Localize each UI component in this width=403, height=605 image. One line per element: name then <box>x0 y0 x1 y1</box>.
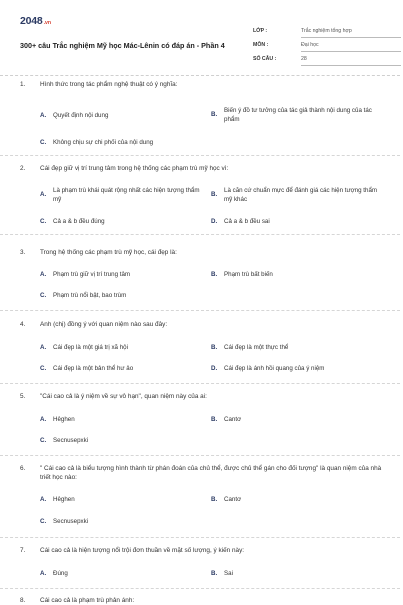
option-d[interactable] <box>211 364 382 373</box>
question-text: " Cái cao cả là biểu tượng hình thành từ phán đoán của chủ thể, được chủ thể gán cho đối tượng" là quan niệm của nhà triết học nào: <box>40 465 382 481</box>
question-separator <box>0 155 400 156</box>
meta-value-subject: Đại học <box>301 42 401 52</box>
question-number: 1. <box>20 81 26 88</box>
meta-label-class: LỚP : <box>253 28 268 34</box>
option-c[interactable] <box>40 291 240 300</box>
question-7 <box>20 546 382 577</box>
question-stem <box>20 80 382 89</box>
meta-row-subject <box>253 40 403 54</box>
option-d[interactable] <box>211 217 382 226</box>
option-letter: A. <box>40 271 47 278</box>
question-number: 2. <box>20 165 26 172</box>
option-letter: B. <box>211 416 218 423</box>
question-separator <box>0 383 400 384</box>
option-b[interactable] <box>211 106 382 124</box>
option-c[interactable] <box>40 517 200 526</box>
question-separator <box>0 310 400 311</box>
question-text: Cái cao cả là hiện tượng nổi trội đơn thuần về mặt số lượng, ý kiến này: <box>40 547 245 554</box>
option-letter: A. <box>40 344 47 351</box>
option-text: Cantơ <box>224 496 242 503</box>
option-letter: A. <box>40 570 47 577</box>
option-text: Là căn cứ chuẩn mực để đánh giá các hiện tượng thẩm mỹ khác <box>224 187 378 203</box>
option-text: Cái đẹp là ánh hồi quang của ý niệm <box>224 365 325 372</box>
option-b[interactable] <box>211 415 382 424</box>
question-separator <box>0 537 400 538</box>
question-number: 5. <box>20 393 26 400</box>
meta-value-count: 28 <box>301 56 401 66</box>
option-a[interactable] <box>40 343 200 352</box>
option-text: Cái đẹp là một thực thể <box>224 344 289 351</box>
option-letter: C. <box>40 218 47 225</box>
option-letter: C. <box>40 518 47 525</box>
option-b[interactable] <box>211 495 382 504</box>
option-letter: B. <box>211 191 218 198</box>
option-letter: A. <box>40 496 47 503</box>
option-text: Là phạm trù khái quát rộng nhất các hiện tượng thẩm mỹ <box>53 187 200 203</box>
option-text: Biến ý đồ tư tưởng của tác giả thành nội dung của tác phẩm <box>224 107 372 123</box>
question-text: "Cái cao cả là ý niệm về sự vô hạn", quan niệm này của ai: <box>40 393 207 400</box>
option-letter: C. <box>40 139 47 146</box>
question-separator <box>0 455 400 456</box>
option-text: Hêghen <box>53 416 75 423</box>
meta-label-subject: MÔN : <box>253 42 269 48</box>
option-letter: D. <box>211 218 218 225</box>
question-8 <box>20 596 382 605</box>
option-text: Cái đẹp là một bản thể hư ảo <box>53 365 134 372</box>
question-stem <box>20 320 382 329</box>
option-a[interactable] <box>40 415 200 424</box>
option-letter: C. <box>40 365 47 372</box>
question-number: 6. <box>20 465 26 472</box>
option-text: Phạm trù bất biến <box>224 271 273 278</box>
logo-suffix: .vn <box>43 20 51 26</box>
question-separator <box>0 588 400 589</box>
question-number: 7. <box>20 547 26 554</box>
meta-row-count <box>253 54 403 68</box>
option-a[interactable] <box>40 111 200 120</box>
site-logo[interactable] <box>20 15 51 27</box>
question-text: Cái cao cả là phạm trù phản ánh: <box>40 597 135 604</box>
option-a[interactable] <box>40 495 200 504</box>
option-c[interactable] <box>40 217 200 226</box>
option-letter: A. <box>40 416 47 423</box>
meta-value-class: Trắc nghiệm tổng hợp <box>301 28 401 38</box>
option-text: Cái đẹp là một giá trị xã hội <box>53 344 128 351</box>
question-number: 4. <box>20 321 26 328</box>
option-text: Hêghen <box>53 496 75 503</box>
option-text: Quyết định nội dung <box>53 112 109 119</box>
header-divider <box>0 75 400 76</box>
question-4 <box>20 320 382 372</box>
question-number: 3. <box>20 249 26 256</box>
option-text: Phạm trù giữ vị trí trung tâm <box>53 271 131 278</box>
option-c[interactable] <box>40 436 200 445</box>
question-text: Trong hệ thống các phạm trù mỹ học, cái đẹp là: <box>40 249 177 256</box>
option-text: Secnusepxki <box>53 518 89 525</box>
option-b[interactable] <box>211 569 382 578</box>
option-letter: A. <box>40 112 47 119</box>
option-text: Sai <box>224 570 233 577</box>
question-stem <box>20 392 382 401</box>
document-header <box>20 12 382 67</box>
option-a[interactable] <box>40 270 200 279</box>
option-text: Không chịu sự chi phối của nội dung <box>53 139 154 146</box>
option-letter: B. <box>211 496 218 503</box>
option-text: Secnusepxki <box>53 437 89 444</box>
option-b[interactable] <box>211 270 382 279</box>
option-letter: C. <box>40 292 47 299</box>
option-c[interactable] <box>40 138 340 147</box>
option-a[interactable] <box>40 186 205 204</box>
option-letter: B. <box>211 271 218 278</box>
question-text: Hình thức trong tác phẩm nghệ thuật có ý nghĩa: <box>40 81 178 88</box>
option-letter: A. <box>40 191 47 198</box>
option-letter: D. <box>211 365 218 372</box>
question-text: Anh (chị) đồng ý với quan niệm nào sau đây: <box>40 321 168 328</box>
question-number: 8. <box>20 597 26 604</box>
question-stem <box>20 546 382 555</box>
question-stem <box>20 596 382 605</box>
question-1 <box>20 80 382 146</box>
logo-text: 2048 <box>20 15 43 27</box>
question-5 <box>20 392 382 444</box>
option-letter: B. <box>211 111 218 118</box>
question-stem <box>20 164 382 173</box>
question-3 <box>20 248 382 299</box>
question-2 <box>20 164 382 225</box>
meta-row-class <box>253 26 403 40</box>
option-b[interactable] <box>211 186 382 204</box>
document-title: 300+ câu Trắc nghiệm Mỹ học Mác-Lênin có đáp án - Phần 4 <box>20 41 225 50</box>
question-6 <box>20 464 382 525</box>
question-stem <box>20 464 382 482</box>
question-text: Cái đẹp giữ vị trí trung tâm trong hệ thống các phạm trù mỹ học vì: <box>40 165 229 172</box>
question-separator <box>0 234 400 235</box>
document-meta <box>253 26 403 68</box>
option-text: Cả a & b đều sai <box>224 218 270 225</box>
meta-label-count: SỐ CÂU : <box>253 56 277 62</box>
option-letter: C. <box>40 437 47 444</box>
option-text: Đúng <box>53 570 68 577</box>
option-a[interactable] <box>40 569 200 578</box>
option-c[interactable] <box>40 364 200 373</box>
option-b[interactable] <box>211 343 382 352</box>
option-text: Cả a & b đều đúng <box>53 218 105 225</box>
option-text: Phạm trù nổi bật, bao trùm <box>53 292 127 299</box>
option-letter: B. <box>211 570 218 577</box>
option-text: Cantơ <box>224 416 242 423</box>
question-stem <box>20 248 382 257</box>
option-letter: B. <box>211 344 218 351</box>
